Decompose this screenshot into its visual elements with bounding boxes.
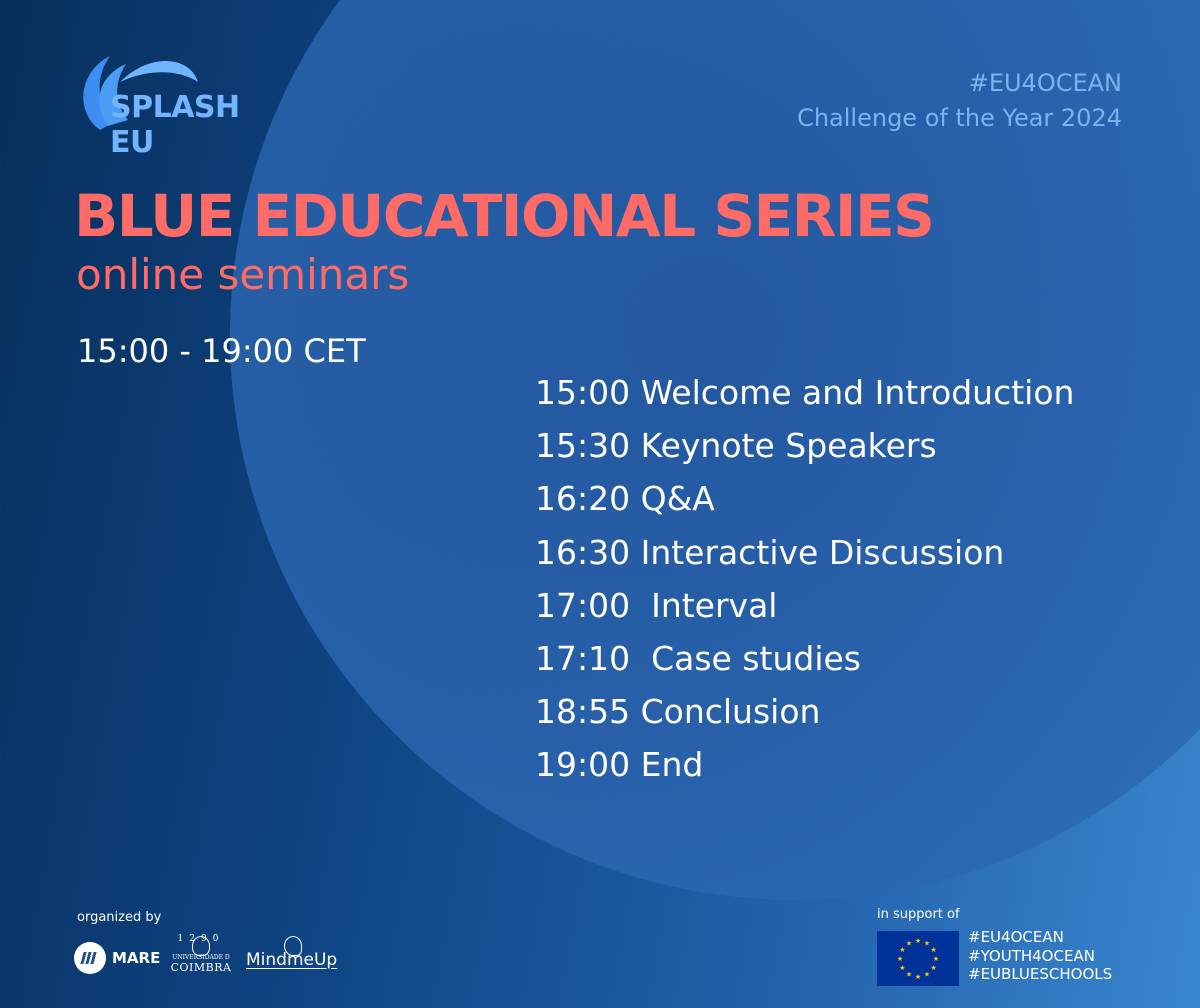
agenda-item: 17:00 Interval	[535, 585, 778, 625]
coimbra-logo	[170, 934, 232, 974]
agenda-item: 18:55 Conclusion	[535, 692, 821, 732]
eu-star-icon: ★	[923, 970, 931, 979]
challenge-of-the-year: Challenge of the Year 2024	[797, 104, 1122, 132]
eu-star-icon: ★	[930, 946, 937, 954]
splash-eu-logo	[70, 42, 290, 160]
eu-star-icon: ★	[905, 970, 913, 979]
hashtag-item: #EUBLUESCHOOLS	[968, 965, 1113, 983]
challenge-block	[797, 66, 1122, 136]
eu-stars	[877, 931, 959, 986]
organizer-logos	[74, 934, 374, 986]
eu-flag-icon	[877, 931, 959, 986]
coimbra-name: COIMBRA	[170, 961, 232, 974]
coimbra-seal-icon	[192, 936, 210, 956]
mare-text: MARE	[112, 949, 161, 967]
agenda-item: 19:00 End	[535, 745, 704, 785]
eu-star-icon: ★	[932, 955, 940, 963]
event-title: BLUE EDUCATIONAL SERIES	[74, 182, 934, 250]
eu-star-icon: ★	[899, 946, 906, 954]
mare-logo	[74, 942, 160, 974]
hashtag-item: #EU4OCEAN	[968, 928, 1064, 946]
event-time-range: 15:00 - 19:00 CET	[77, 332, 366, 370]
event-subtitle: online seminars	[76, 250, 410, 299]
agenda-item: 16:30 Interactive Discussion	[535, 532, 1005, 572]
organized-by-label: organized by	[77, 910, 162, 925]
agenda-item: 15:00 Welcome and Introduction	[535, 373, 1075, 412]
support-hashtags	[968, 928, 1112, 984]
mare-icon	[74, 942, 106, 974]
logo-text: SPLASH EU	[110, 90, 240, 160]
eu-star-icon: ★	[896, 955, 904, 963]
eu-star-icon: ★	[914, 973, 922, 981]
agenda-item: 16:20 Q&A	[535, 479, 715, 519]
in-support-of-label: in support of	[877, 907, 960, 922]
agenda-item: 17:10 Case studies	[535, 639, 861, 679]
eu-star-icon: ★	[905, 939, 913, 948]
coimbra-university: UNIVERSIDADE D	[172, 954, 230, 961]
coimbra-year: 1290	[177, 934, 225, 944]
agenda-item: 15:30 Keynote Speakers	[535, 426, 937, 466]
eu-star-icon: ★	[914, 937, 922, 945]
mindmeup-text: MindmeUp	[246, 950, 338, 970]
hashtag-eu4ocean: #EU4OCEAN	[968, 69, 1122, 97]
eu-star-icon: ★	[930, 964, 937, 972]
eu-star-icon: ★	[923, 939, 931, 948]
agenda-list	[535, 366, 1074, 792]
hashtag-item: #YOUTH4OCEAN	[968, 946, 1095, 965]
eu-star-icon: ★	[899, 964, 906, 972]
